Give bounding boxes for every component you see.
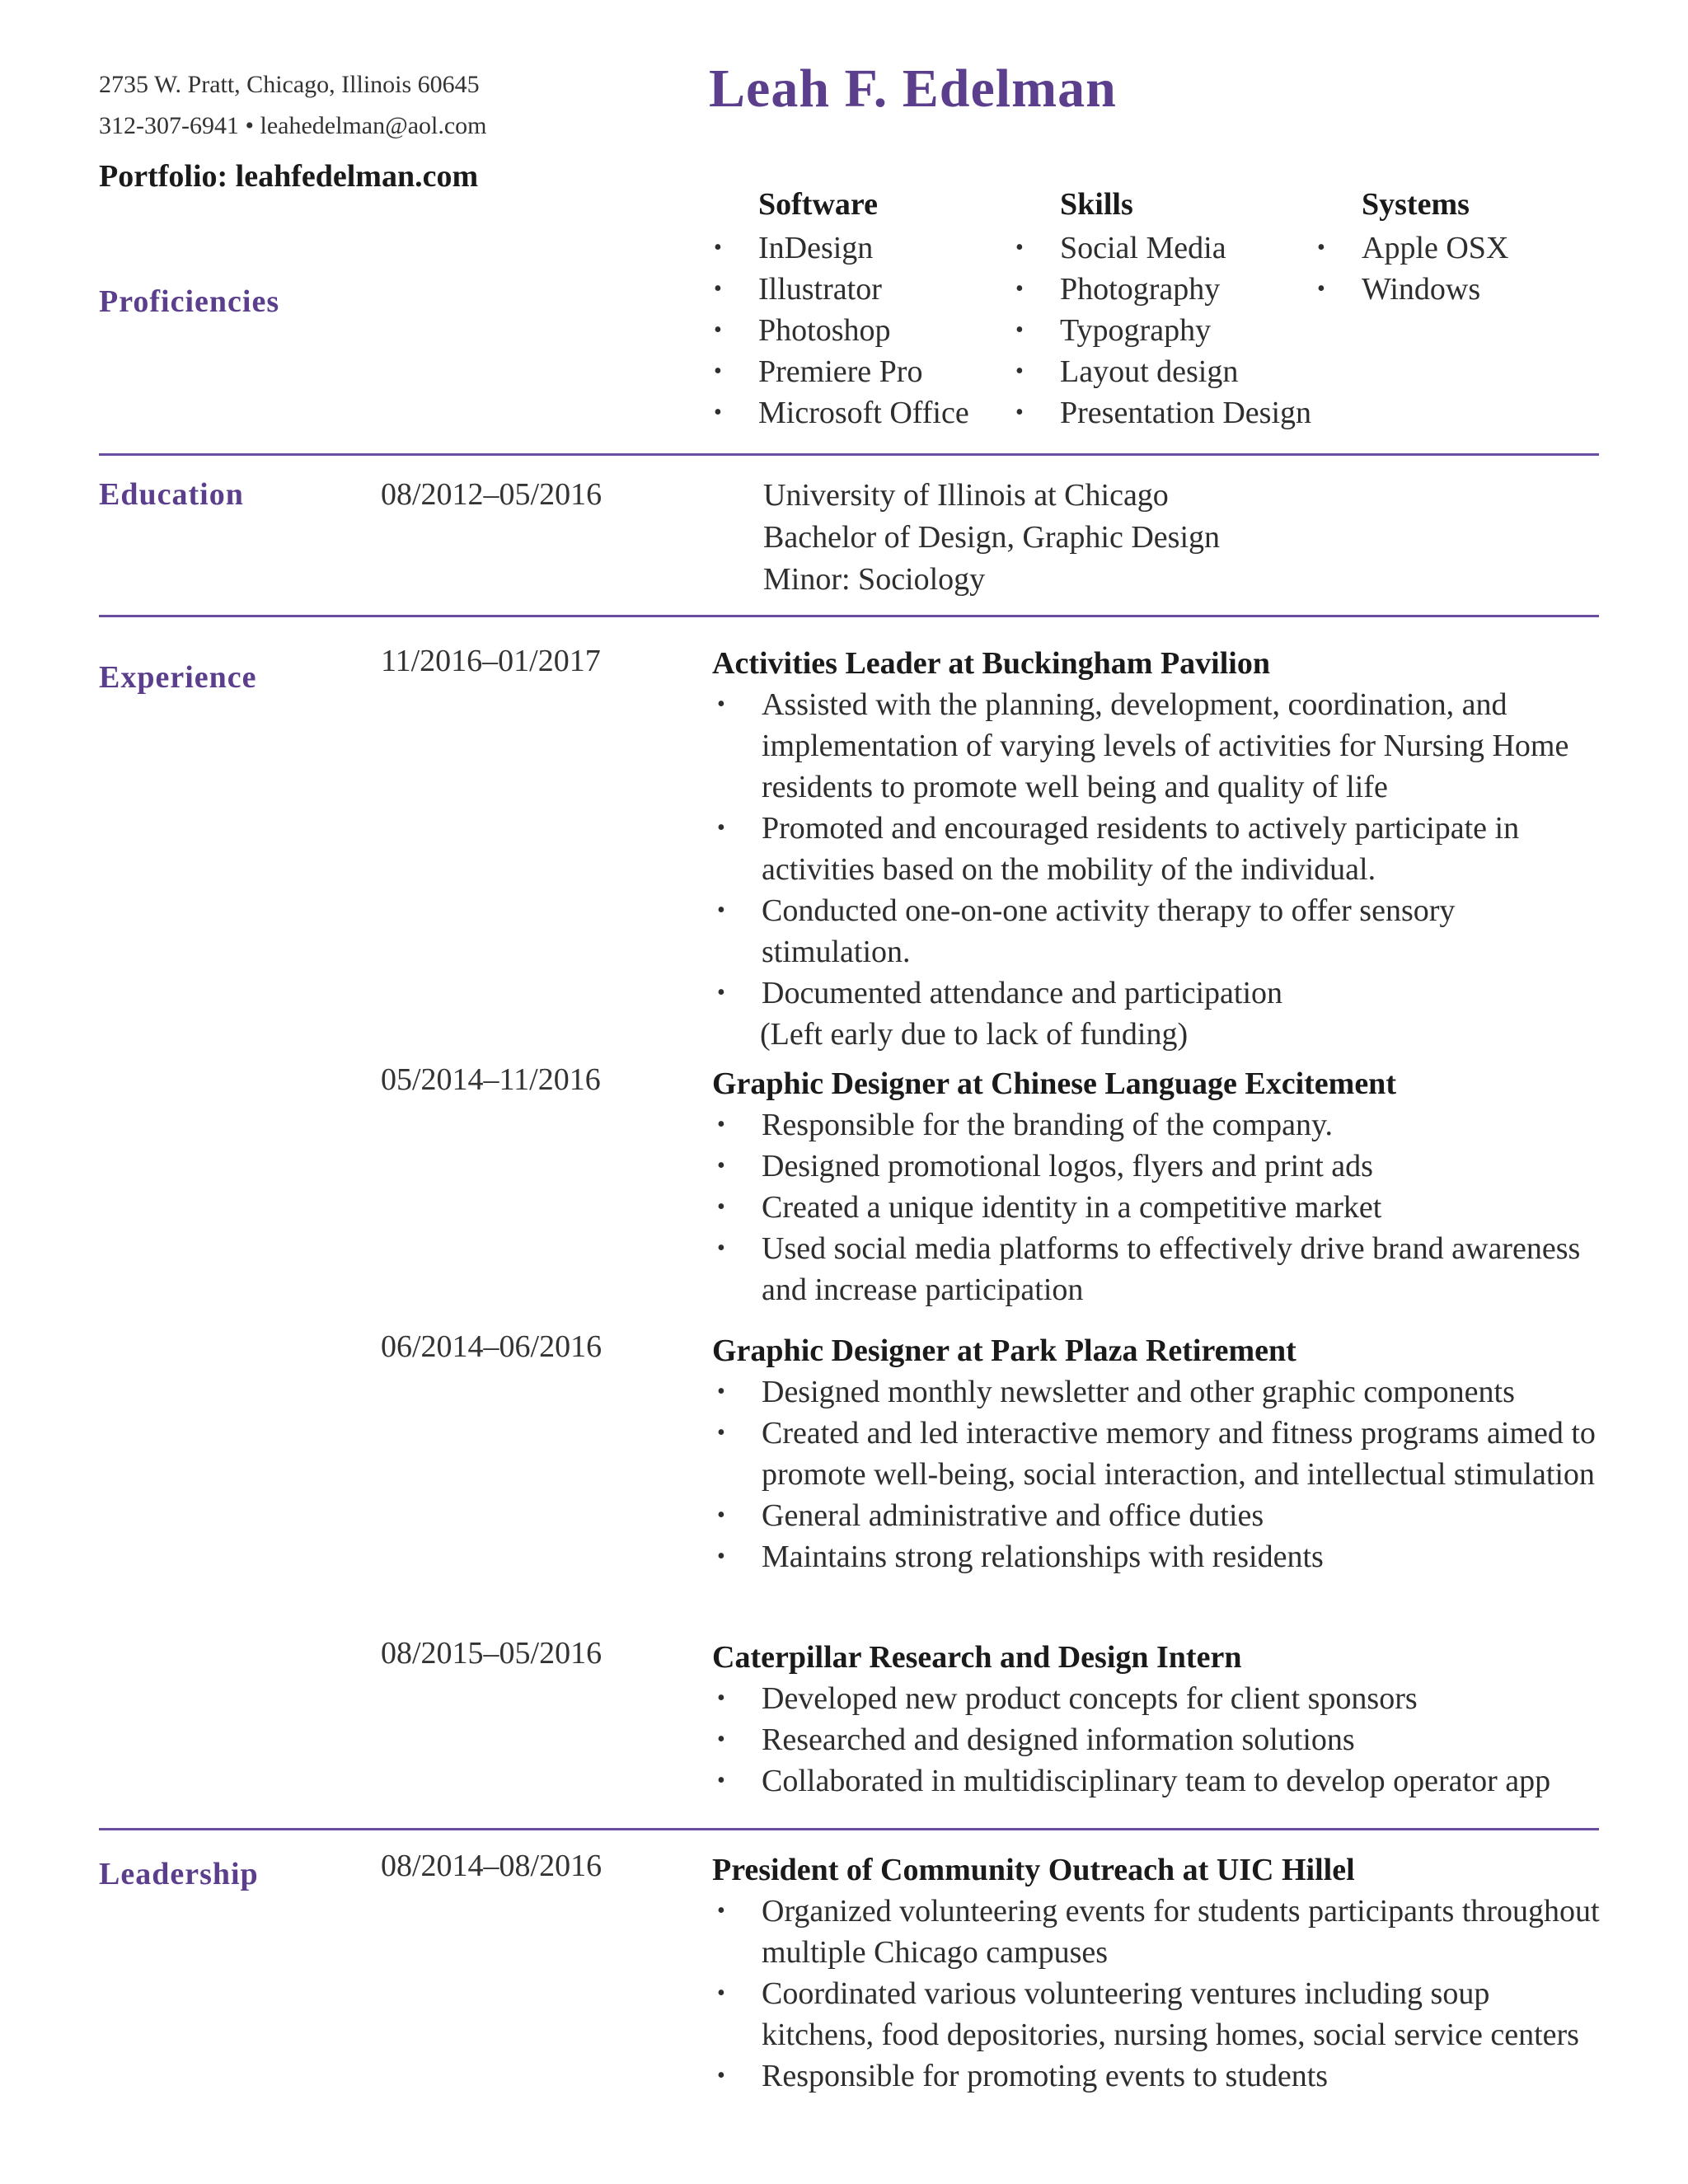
list-item: • Researched and designed information solutions (712, 1719, 1602, 1760)
leadership-date: 08/2014–08/2016 (381, 1849, 603, 1883)
experience-title: Graphic Designer at Chinese Language Excitement (712, 1066, 1396, 1101)
list-item: • Designed monthly newsletter and other graphic components (712, 1371, 1602, 1413)
experience-bullets (712, 1678, 1602, 1802)
list-item: • Social Media (1010, 227, 1311, 269)
bullet-icon: • (1015, 276, 1024, 302)
list-item: • Typography (1010, 310, 1311, 351)
experience-entry (712, 1637, 1602, 1802)
education-degree: Bachelor of Design, Graphic Design (763, 520, 1221, 555)
bullet-icon: • (717, 2063, 725, 2088)
list-item: • Microsoft Office (709, 392, 969, 434)
leadership-title: President of Community Outreach at UIC Hillel (712, 1853, 1355, 1887)
experience-entry (712, 643, 1602, 1055)
section-divider (99, 615, 1599, 617)
list-item: • Photography (1010, 269, 1311, 310)
experience-note: (Left early due to lack of funding) (760, 1017, 1189, 1052)
list-item: • Responsible for the branding of the company. (712, 1104, 1602, 1146)
bullet-icon: • (717, 1544, 725, 1569)
bullet-icon: • (717, 1194, 725, 1220)
section-education: Education (99, 477, 244, 512)
education-school: University of Illinois at Chicago (763, 478, 1169, 513)
experience-bullets (712, 1371, 1602, 1577)
list-item: • Promoted and encouraged residents to actively participate in activities based on the mobility of the individual. (712, 808, 1602, 890)
bullet-icon: • (714, 400, 722, 425)
list-item: • Windows (1312, 269, 1508, 310)
skills-column (1010, 181, 1311, 434)
bullet-icon: • (717, 1768, 725, 1793)
bullet-icon: • (717, 1727, 725, 1752)
section-divider (99, 1828, 1599, 1830)
section-experience: Experience (99, 660, 257, 695)
experience-entry (712, 1330, 1602, 1577)
bullet-icon: • (717, 815, 725, 841)
bullet-icon: • (714, 359, 722, 384)
bullet-icon: • (1015, 359, 1024, 384)
portfolio-link[interactable]: Portfolio: leahfedelman.com (99, 159, 479, 194)
list-item: • Created a unique identity in a competitive market (712, 1187, 1602, 1228)
bullet-icon: • (1317, 276, 1325, 302)
list-item: • General administrative and office duties (712, 1495, 1602, 1536)
experience-date: 05/2014–11/2016 (381, 1062, 601, 1097)
list-item: • Premiere Pro (709, 351, 969, 392)
leadership-bullets (712, 1891, 1602, 2097)
list-item: • Apple OSX (1312, 227, 1508, 269)
bullet-icon: • (717, 1112, 725, 1137)
section-leadership: Leadership (99, 1857, 259, 1891)
list-item: • Photoshop (709, 310, 969, 351)
list-item: • Designed promotional logos, flyers and print ads (712, 1146, 1602, 1187)
systems-column (1312, 181, 1508, 310)
experience-entry (712, 1063, 1602, 1310)
list-item: • Used social media platforms to effectively drive brand awareness and increase participation (712, 1228, 1602, 1310)
leadership-entry (712, 1849, 1602, 2097)
list-item: • Coordinated various volunteering ventures including soup kitchens, food depositories, nursing homes, social service centers (712, 1973, 1602, 2055)
bullet-icon: • (717, 898, 725, 923)
bullet-icon: • (1015, 235, 1024, 260)
list-item: • Collaborated in multidisciplinary team to develop operator app (712, 1760, 1602, 1802)
bullet-icon: • (717, 1379, 725, 1404)
phone-email: 312-307-6941 • leahedelman@aol.com (99, 112, 487, 139)
education-minor: Minor: Sociology (763, 562, 986, 597)
experience-bullets (712, 1104, 1602, 1310)
software-column (709, 181, 969, 434)
software-heading: Software (758, 187, 878, 222)
experience-date: 06/2014–06/2016 (381, 1329, 603, 1364)
list-item: • Developed new product concepts for client sponsors (712, 1678, 1602, 1719)
experience-date: 11/2016–01/2017 (381, 644, 601, 678)
contact-block (99, 64, 487, 147)
list-item: • Layout design (1010, 351, 1311, 392)
software-list (709, 227, 969, 434)
experience-date: 08/2015–05/2016 (381, 1636, 603, 1671)
candidate-name: Leah F. Edelman (709, 59, 1117, 119)
systems-list (1312, 227, 1508, 310)
bullet-icon: • (1015, 400, 1024, 425)
bullet-icon: • (717, 1235, 725, 1261)
bullet-icon: • (717, 691, 725, 717)
experience-title: Caterpillar Research and Design Intern (712, 1640, 1242, 1675)
list-item: • Created and led interactive memory and fitness programs aimed to promote well-being, social interaction, and intellectual stimulation (712, 1413, 1602, 1495)
section-proficiencies: Proficiencies (99, 284, 280, 319)
bullet-icon: • (717, 1502, 725, 1528)
education-details (763, 475, 1220, 601)
list-item: • Maintains strong relationships with residents (712, 1536, 1602, 1577)
list-item: • Presentation Design (1010, 392, 1311, 434)
bullet-icon: • (717, 1980, 725, 2006)
bullet-icon: • (1015, 317, 1024, 343)
bullet-icon: • (714, 235, 722, 260)
list-item: • Assisted with the planning, development, coordination, and implementation of varying levels of activities for Nursing Home residents to promote well being and quality of life (712, 684, 1602, 808)
bullet-icon: • (714, 276, 722, 302)
list-item: • Responsible for promoting events to students (712, 2055, 1602, 2097)
list-item: • Conducted one-on-one activity therapy to offer sensory stimulation. (712, 890, 1602, 972)
list-item: • Illustrator (709, 269, 969, 310)
bullet-icon: • (714, 317, 722, 343)
bullet-icon: • (717, 1685, 725, 1711)
bullet-icon: • (717, 1153, 725, 1179)
bullet-icon: • (1317, 235, 1325, 260)
education-date: 08/2012–05/2016 (381, 477, 603, 512)
bullet-icon: • (717, 1898, 725, 1924)
experience-title: Graphic Designer at Park Plaza Retirement (712, 1333, 1296, 1368)
bullet-icon: • (717, 1420, 725, 1446)
list-item: • InDesign (709, 227, 969, 269)
address: 2735 W. Pratt, Chicago, Illinois 60645 (99, 71, 480, 98)
bullet-icon: • (717, 980, 725, 1005)
experience-title: Activities Leader at Buckingham Pavilion (712, 646, 1270, 681)
skills-list (1010, 227, 1311, 434)
experience-bullets (712, 684, 1602, 1014)
skills-heading: Skills (1060, 187, 1133, 222)
section-divider (99, 453, 1599, 456)
systems-heading: Systems (1362, 187, 1470, 222)
list-item: • Organized volunteering events for students participants throughout multiple Chicago campuses (712, 1891, 1602, 1973)
list-item: • Documented attendance and participation (712, 972, 1602, 1014)
